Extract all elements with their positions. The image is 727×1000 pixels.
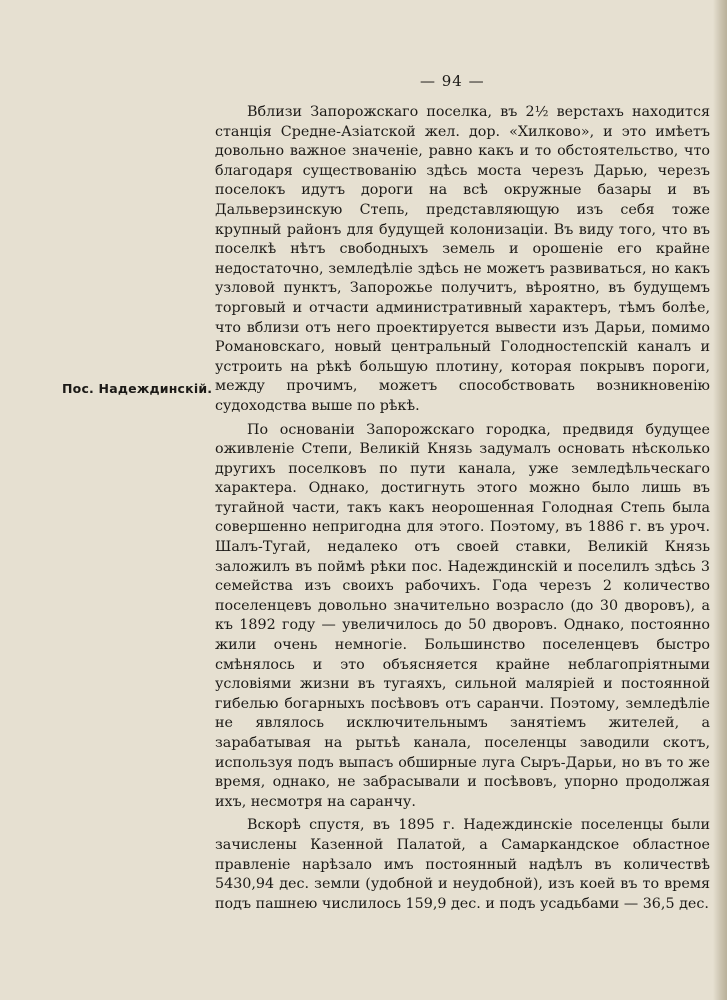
page-number: — 94 — (420, 72, 485, 90)
page-edge (713, 0, 727, 1000)
paragraph-zaporozhye: Вблизи Запорожскаго поселка, въ 2½ верстахъ находится станція Средне-Азіатской жел. дор. «Хилково», и это имѣетъ довольно важное значеніе, равно какъ и то обстоятельство, что благодаря существованію здѣсь моста черезъ Дарью, черезъ поселокъ идутъ дороги на всѣ окружные базары и въ Дальверзинскую Степь, представляющую изъ себя тоже крупный районъ для будущей колонизаціи. Въ виду того, что въ поселкѣ нѣтъ свободныхъ земель и орошеніе его крайне недостаточно, земледѣліе здѣсь не можетъ развиваться, но какъ узловой пунктъ, Запорожье получитъ, вѣроятно, въ будущемъ торговый и отчасти административный характеръ, тѣмъ болѣе, что вблизи отъ него проектируется вывести изъ Дарьи, помимо Романовскаго, новый центральный Голодностепскій каналъ и устроить на рѣкѣ большую плотину, которая покрывъ пороги, между прочимъ, можетъ способствовать возникновенію судоходства выше по рѣкѣ. (215, 104, 710, 414)
margin-note-heading: Пос. Надеждинскій. (62, 381, 213, 396)
body-text (215, 103, 710, 914)
paragraph-allotment: Вскорѣ спустя, въ 1895 г. Надеждинскіе поселенцы были зачислены Казенной Палатой, а Самаркандское областное правленіе нарѣзало имъ постоянный надѣлъ въ количествѣ 5430,94 дес. земли (удобной и неудобной), изъ коей въ то время подъ пашнею числилось 159,9 дес. и подъ усадьбами — 36,5 дес. (215, 817, 710, 912)
paragraph-nadezhdinsky: По основаніи Запорожскаго городка, предвидя будущее оживленіе Степи, Великій Князь задумалъ основать нѣсколько другихъ поселковъ по пути канала, уже земледѣльческаго характера. Однако, достигнуть этого можно было лишь въ тугайной части, такъ какъ неорошенная Голодная Степь была совершенно непригодна для этого. Поэтому, въ 1886 г. въ уроч. Шалъ-Тугай, недалеко отъ своей ставки, Великій Князь заложилъ въ поймѣ рѣки пос. Надеждинскій и поселилъ здѣсь 3 семейства изъ своихъ рабочихъ. Года черезъ 2 количество поселенцевъ довольно значительно возрасло (до 30 дворовъ), а къ 1892 году — увеличилось до 50 дворовъ. Однако, постоянно жили очень немногіе. Большинство поселенцевъ быстро смѣнялось и это объясняется крайне неблагопріятными условіями жизни въ тугаяхъ, сильной маляріей и постоянной гибелью богарныхъ посѣвовъ отъ саранчи. Поэтому, земледѣліе не являлось исключительнымъ занятіемъ жителей, а зарабатывая на рытьѣ канала, поселенцы заводили скотъ, используя подъ выпасъ обширные луга Сыръ-Дарьи, но въ то же время, однако, не забрасывали и посѣвовъ, упорно продолжая ихъ, несмотря на саранчу. (215, 421, 710, 810)
